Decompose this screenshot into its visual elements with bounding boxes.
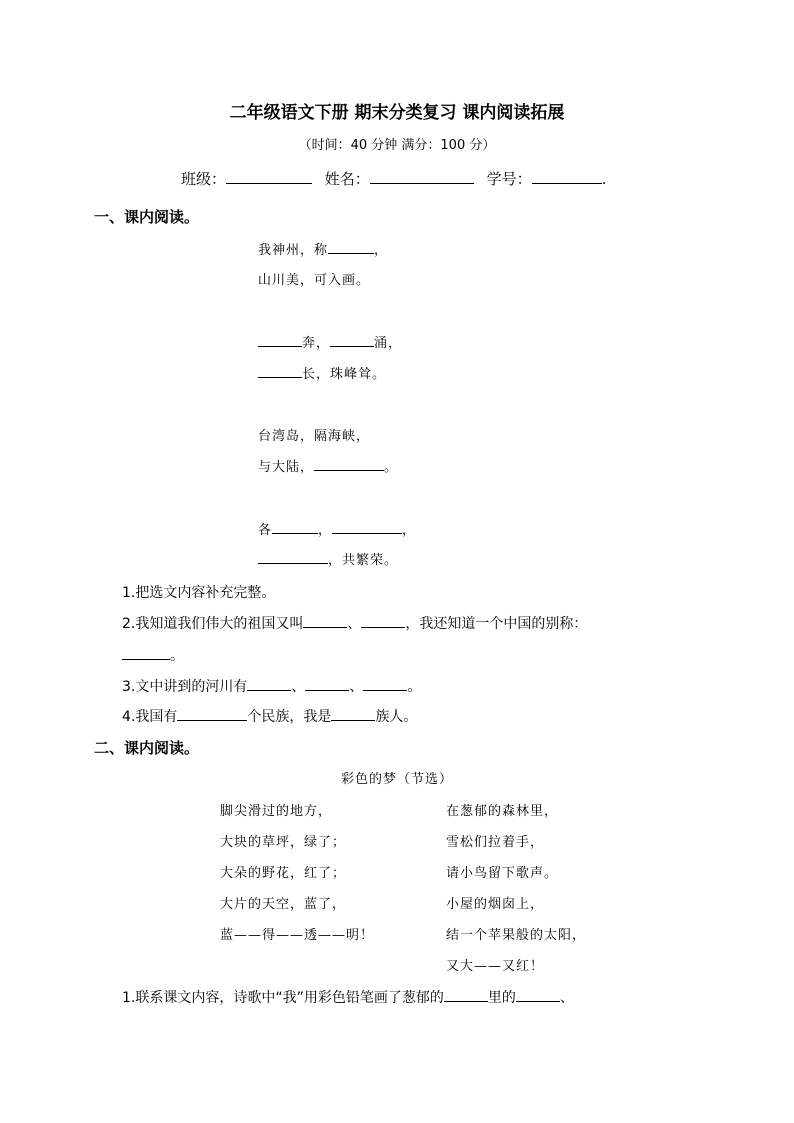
- fill-blank[interactable]: [258, 364, 302, 378]
- poem-left-line: 大块的草坪，绿了；: [220, 835, 347, 850]
- time-score-info: （时间：40 分钟 满分：100 分）: [298, 138, 496, 153]
- question-1-4: [122, 706, 417, 726]
- poem-text: ，共繁荣。: [328, 553, 399, 568]
- fill-blank[interactable]: [516, 987, 560, 1002]
- question-1-1: 1.把选文内容补充完整。: [122, 585, 276, 601]
- poem-left-line: 大片的天空，蓝了，: [220, 897, 347, 912]
- question-2-1: [122, 987, 574, 1007]
- poem-text: 我神州，称: [258, 243, 329, 258]
- fill-blank[interactable]: [332, 520, 402, 534]
- poem-text: ，: [318, 523, 333, 538]
- fill-blank[interactable]: [258, 550, 328, 564]
- question-text: 里的: [487, 990, 516, 1006]
- question-text: 2.我知道我们伟大的祖国又叫: [122, 616, 304, 632]
- poem-line-8: [258, 549, 398, 568]
- fill-blank[interactable]: [258, 333, 302, 347]
- class-blank[interactable]: [226, 168, 312, 184]
- poem-left-line: 大朵的野花，红了；: [220, 866, 347, 881]
- question-text: 。: [170, 648, 184, 664]
- question-text: 、: [347, 616, 362, 632]
- poem-line-1: [258, 239, 388, 258]
- question-text: 4.我国有: [122, 709, 178, 725]
- question-text: 族人。: [375, 709, 418, 725]
- question-1-3: [122, 676, 421, 696]
- fill-blank[interactable]: [122, 645, 170, 660]
- question-text: 3.文中讲到的河川有: [122, 679, 248, 695]
- question-text: 1.联系课文内容，诗歌中“我”用彩色铅笔画了葱郁的: [122, 990, 444, 1006]
- name-label: 姓名：: [324, 170, 370, 188]
- poem-right-line: 在葱郁的森林里，: [446, 804, 559, 819]
- question-text: 个民族，我是: [247, 709, 332, 725]
- poem-text: ，: [402, 523, 417, 538]
- question-text: ，我还知道一个中国的别称：: [405, 616, 588, 632]
- poem-right-line: 请小鸟留下歌声。: [446, 866, 559, 881]
- fill-blank[interactable]: [303, 613, 347, 628]
- poem-text: 涌，: [374, 336, 403, 351]
- question-1-2-cont: [122, 645, 184, 665]
- fill-blank[interactable]: [177, 706, 247, 721]
- name-blank[interactable]: [370, 168, 474, 184]
- poem-line-6: [258, 456, 398, 475]
- poem-right-line: 结一个苹果般的太阳，: [446, 928, 587, 943]
- id-label: 学号：: [486, 170, 532, 188]
- poem-text: 。: [384, 460, 399, 475]
- question-text: 、: [349, 679, 364, 695]
- question-1-2: [122, 613, 587, 633]
- poem-left-line: 脚尖滑过的地方，: [220, 804, 333, 819]
- fill-blank[interactable]: [444, 987, 488, 1002]
- fill-blank[interactable]: [331, 706, 375, 721]
- student-info-row: [181, 168, 606, 189]
- fill-blank[interactable]: [247, 676, 291, 691]
- poem-text: 各: [258, 523, 273, 538]
- poem-line-3: [258, 332, 402, 351]
- fill-blank[interactable]: [363, 676, 407, 691]
- question-text: 、: [559, 990, 574, 1006]
- id-blank[interactable]: [532, 168, 602, 184]
- fill-blank[interactable]: [328, 240, 374, 254]
- fill-blank[interactable]: [314, 457, 384, 471]
- question-text: 。: [407, 679, 422, 695]
- poem-left-line: 蓝——得——透——明！: [220, 928, 375, 943]
- fill-blank[interactable]: [272, 520, 318, 534]
- poem-right-line: 雪松们拉着手，: [446, 835, 545, 850]
- section-2-heading: 二、课内阅读。: [94, 739, 200, 757]
- fill-blank[interactable]: [305, 676, 349, 691]
- poem-line-2: 山川美，可入画。: [258, 273, 371, 288]
- poem-title: 彩色的梦（节选）: [340, 772, 453, 787]
- poem-right-line: 小屋的烟囱上，: [446, 897, 545, 912]
- poem-right-line: 又大——又红！: [446, 959, 545, 974]
- class-label: 班级：: [181, 170, 227, 188]
- poem-line-4: [258, 363, 386, 382]
- poem-text: 长，珠峰耸。: [302, 367, 387, 382]
- question-text: 、: [291, 679, 306, 695]
- end-mark: .: [601, 170, 607, 188]
- fill-blank[interactable]: [330, 333, 374, 347]
- poem-line-5: 台湾岛，隔海峡，: [258, 429, 371, 444]
- page-title: 二年级语文下册 期末分类复习 课内阅读拓展: [229, 103, 565, 123]
- poem-text: 与大陆，: [258, 460, 315, 475]
- fill-blank[interactable]: [361, 613, 405, 628]
- poem-line-7: [258, 519, 416, 538]
- poem-text: ，: [374, 243, 389, 258]
- section-1-heading: 一、课内阅读。: [94, 208, 200, 226]
- poem-text: 奔，: [302, 336, 331, 351]
